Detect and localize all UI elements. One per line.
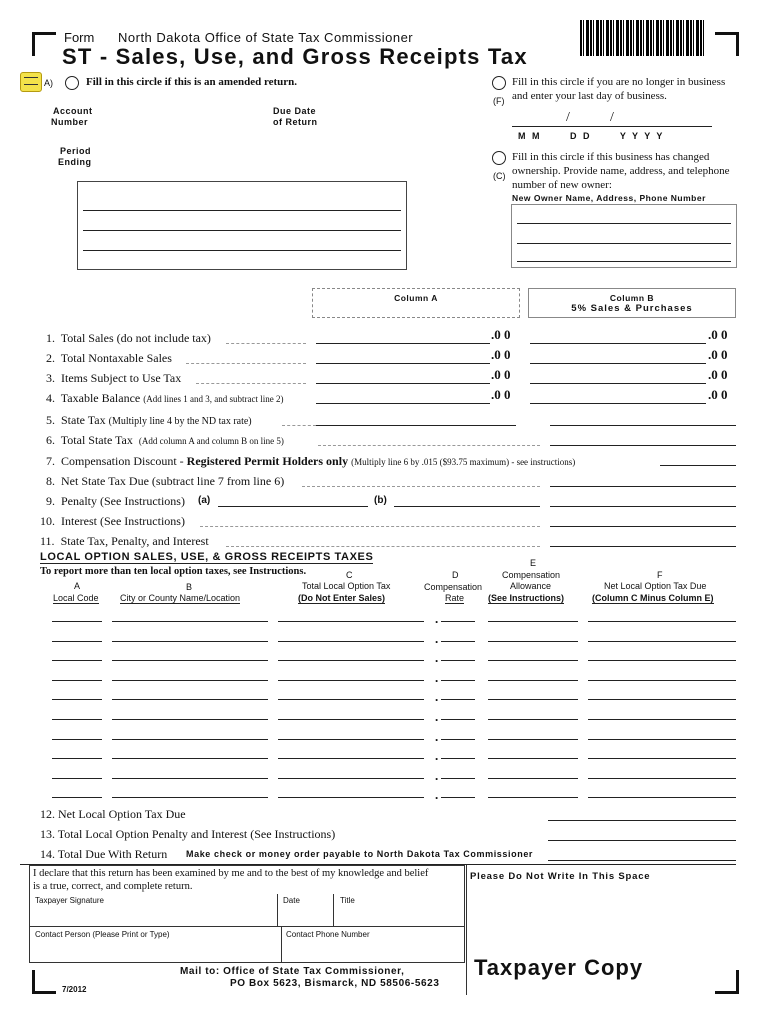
date-slash-2: / xyxy=(610,110,614,125)
net-local-tax-field[interactable] xyxy=(588,719,736,720)
location-field[interactable] xyxy=(112,680,268,681)
due-label-2: of Return xyxy=(273,117,318,127)
col-d-header-1: Compensation xyxy=(424,582,483,592)
note-icon[interactable] xyxy=(20,72,42,92)
line-1-col-b-cents: .0 0 xyxy=(708,327,728,342)
date-labels: M M D D Y Y Y Y xyxy=(518,131,663,141)
line-6-label: 6. Total State Tax (Add column A and column B on line 5) xyxy=(46,433,284,447)
line-1-col-b[interactable] xyxy=(530,343,706,344)
col-c-header-1: Total Local Option Tax xyxy=(302,581,391,591)
line-2-col-b[interactable] xyxy=(530,363,706,364)
net-local-tax-field[interactable] xyxy=(588,739,736,740)
phone-label: Contact Phone Number xyxy=(286,930,370,939)
line-3-col-a-cents: .0 0 xyxy=(491,367,511,382)
closed-text-2: and enter your last day of business. xyxy=(512,90,667,102)
local-code-field[interactable] xyxy=(52,699,102,700)
line-4-label: 4. Taxable Balance (Add lines 1 and 3, and subtract line 2) xyxy=(46,391,284,405)
location-field[interactable] xyxy=(112,719,268,720)
line-14-label: 14. Total Due With Return xyxy=(40,847,168,861)
ownership-marker: (C) xyxy=(493,171,506,181)
due-label-1: Due Date xyxy=(273,106,317,116)
office-use-area xyxy=(466,865,467,995)
ownership-text-3: number of new owner: xyxy=(512,179,612,191)
net-local-tax-field[interactable] xyxy=(588,758,736,759)
penalty-a-label: (a) xyxy=(198,495,211,506)
local-code-field[interactable] xyxy=(52,621,102,622)
line-2-col-b-cents: .0 0 xyxy=(708,347,728,362)
line-4-col-a-cents: .0 0 xyxy=(491,387,511,402)
closed-marker: (F) xyxy=(493,96,505,106)
line-5-label: 5. State Tax (Multiply line 4 by the ND tax rate) xyxy=(46,413,252,427)
col-a-header: Local Code xyxy=(53,593,99,603)
line-3-col-b-cents: .0 0 xyxy=(708,367,728,382)
local-tax-field[interactable] xyxy=(278,758,424,759)
line-10-total[interactable] xyxy=(550,526,736,527)
local-tax-field[interactable] xyxy=(278,680,424,681)
net-local-tax-field[interactable] xyxy=(588,797,736,798)
line-14-total[interactable] xyxy=(548,860,736,861)
line-6-total[interactable] xyxy=(550,445,736,446)
mail-address: PO Box 5623, Bismarck, ND 58506-5623 xyxy=(230,978,440,989)
amended-marker: A) xyxy=(44,78,53,88)
local-code-field[interactable] xyxy=(52,739,102,740)
local-code-field[interactable] xyxy=(52,758,102,759)
column-a-title: Column A xyxy=(394,293,438,303)
line-7-label: 7. Compensation Discount - Registered Permit Holders only (Multiply line 6 by .015 ($93.75 maximum) - see instructions) xyxy=(46,454,576,468)
closed-text-1: Fill in this circle if you are no longer in business xyxy=(512,76,726,88)
line-2-col-a[interactable] xyxy=(316,363,490,364)
local-tax-field[interactable] xyxy=(278,739,424,740)
local-code-field[interactable] xyxy=(52,680,102,681)
ownership-text-1: Fill in this circle if this business has changed xyxy=(512,151,710,163)
rate-decimal: . xyxy=(435,767,439,783)
col-e-header-3: (See Instructions) xyxy=(488,593,565,603)
rate-field[interactable] xyxy=(441,758,475,759)
location-field[interactable] xyxy=(112,778,268,779)
line-5-col-b[interactable] xyxy=(550,425,736,426)
rate-decimal: . xyxy=(435,611,439,626)
signature-label: Taxpayer Signature xyxy=(35,896,104,905)
allowance-field[interactable] xyxy=(488,739,578,740)
col-c-letter: C xyxy=(346,570,353,580)
column-a-header xyxy=(312,288,520,318)
column-b-subtitle: 5% Sales & Purchases xyxy=(571,303,693,314)
net-local-tax-field[interactable] xyxy=(588,699,736,700)
line-2-col-a-cents: .0 0 xyxy=(491,347,511,362)
corner-mark-top-left xyxy=(32,32,56,56)
line-13-label: 13. Total Local Option Penalty and Interest (See Instructions) xyxy=(40,827,336,841)
agency-name: North Dakota Office of State Tax Commissioner xyxy=(118,30,414,45)
line-1-label: 1. Total Sales (do not include tax) xyxy=(46,331,211,345)
allowance-field[interactable] xyxy=(488,680,578,681)
barcode xyxy=(580,20,705,56)
net-local-tax-field[interactable] xyxy=(588,660,736,661)
allowance-field[interactable] xyxy=(488,641,578,642)
taxpayer-copy-label: Taxpayer Copy xyxy=(474,955,644,980)
local-tax-field[interactable] xyxy=(278,797,424,798)
col-b-letter: B xyxy=(186,582,193,592)
no-write-label: Please Do Not Write In This Space xyxy=(470,871,651,882)
local-tax-field[interactable] xyxy=(278,719,424,720)
line-8-total[interactable] xyxy=(550,486,736,487)
rate-decimal: . xyxy=(435,709,439,724)
line-13-total[interactable] xyxy=(548,840,736,841)
location-field[interactable] xyxy=(112,660,268,661)
declaration-box xyxy=(29,865,465,963)
penalty-b-label: (b) xyxy=(374,495,387,506)
rate-decimal: . xyxy=(435,669,439,685)
line-4-col-a[interactable] xyxy=(316,403,490,404)
local-tax-field[interactable] xyxy=(278,778,424,779)
rate-decimal: . xyxy=(435,689,439,705)
rate-field[interactable] xyxy=(441,699,475,700)
local-option-heading: LOCAL OPTION SALES, USE, & GROSS RECEIPTS TAXES xyxy=(40,551,374,563)
ownership-circle[interactable] xyxy=(492,151,506,165)
local-option-instructions: To report more than ten local option taxes, see Instructions. xyxy=(40,566,307,577)
col-e-letter: E xyxy=(530,558,537,568)
location-field[interactable] xyxy=(112,758,268,759)
rate-field[interactable] xyxy=(441,641,475,642)
phone-field[interactable] xyxy=(282,926,464,962)
location-field[interactable] xyxy=(112,739,268,740)
period-label-2: Ending xyxy=(58,157,92,167)
contact-field[interactable] xyxy=(30,926,282,962)
rate-field[interactable] xyxy=(441,797,475,798)
rate-field[interactable] xyxy=(441,719,475,720)
title-field[interactable] xyxy=(334,894,464,926)
corner-mark-top-right xyxy=(715,32,739,56)
net-local-tax-field[interactable] xyxy=(588,680,736,681)
col-b-header: City or County Name/Location xyxy=(120,593,241,603)
local-tax-field[interactable] xyxy=(278,699,424,700)
line-8-label: 8. Net State Tax Due (subtract line 7 from line 6) xyxy=(46,474,285,488)
line-4-col-b[interactable] xyxy=(530,403,706,404)
line-11-label: 11. State Tax, Penalty, and Interest xyxy=(40,534,209,548)
rate-field[interactable] xyxy=(441,660,475,661)
corner-mark-bottom-left xyxy=(32,970,56,994)
line-7-total[interactable] xyxy=(660,465,736,466)
allowance-field[interactable] xyxy=(488,699,578,700)
line-5-col-a[interactable] xyxy=(316,425,516,426)
column-b-title: Column B xyxy=(609,293,655,303)
allowance-field[interactable] xyxy=(488,758,578,759)
line-2-label: 2. Total Nontaxable Sales xyxy=(46,351,172,365)
local-code-field[interactable] xyxy=(52,797,102,798)
col-c-header-2: (Do Not Enter Sales) xyxy=(298,593,386,603)
line-9-total[interactable] xyxy=(550,506,736,507)
rate-decimal: . xyxy=(435,728,439,744)
local-code-field[interactable] xyxy=(52,778,102,779)
line-3-col-a[interactable] xyxy=(316,383,490,384)
account-label-2: Number xyxy=(51,117,89,127)
account-label-1: Account xyxy=(53,106,93,116)
rate-field[interactable] xyxy=(441,680,475,681)
local-code-field[interactable] xyxy=(52,660,102,661)
location-field[interactable] xyxy=(112,699,268,700)
rate-decimal: . xyxy=(435,787,439,803)
date-label: Date xyxy=(283,896,300,905)
allowance-field[interactable] xyxy=(488,778,578,779)
declaration-line-1: I declare that this return has been examined by me and to the best of my knowledge and belief xyxy=(33,868,429,879)
line-10-label: 10. Interest (See Instructions) xyxy=(40,514,185,528)
allowance-field[interactable] xyxy=(488,660,578,661)
net-local-tax-field[interactable] xyxy=(588,778,736,779)
local-code-field[interactable] xyxy=(52,641,102,642)
local-tax-field[interactable] xyxy=(278,641,424,642)
contact-label: Contact Person (Please Print or Type) xyxy=(35,930,170,939)
col-d-letter: D xyxy=(452,570,459,580)
corner-mark-bottom-right xyxy=(715,970,739,994)
rate-decimal: . xyxy=(435,650,439,666)
col-f-header-1: Net Local Option Tax Due xyxy=(604,581,707,591)
rate-field[interactable] xyxy=(441,778,475,779)
period-label-1: Period xyxy=(60,146,92,156)
line-3-label: 3. Items Subject to Use Tax xyxy=(46,371,182,385)
local-tax-field[interactable] xyxy=(278,660,424,661)
allowance-field[interactable] xyxy=(488,621,578,622)
payable-note: Make check or money order payable to North Dakota Tax Commissioner xyxy=(186,849,534,859)
net-local-tax-field[interactable] xyxy=(588,641,736,642)
new-owner-box[interactable] xyxy=(511,204,737,268)
col-f-letter: F xyxy=(657,570,663,580)
ownership-text-2: ownership. Provide name, address, and telephone xyxy=(512,165,730,177)
penalty-a-field[interactable] xyxy=(218,506,368,507)
location-field[interactable] xyxy=(112,621,268,622)
mail-to: Mail to: Office of State Tax Commissioner, xyxy=(180,966,405,977)
taxpayer-address-box[interactable] xyxy=(77,181,407,270)
rate-field[interactable] xyxy=(441,739,475,740)
line-12-label: 12. Net Local Option Tax Due xyxy=(40,807,186,821)
col-d-header-2: Rate xyxy=(445,593,465,603)
new-owner-label: New Owner Name, Address, Phone Number xyxy=(512,193,706,203)
line-12-total[interactable] xyxy=(548,820,736,821)
signature-field[interactable] xyxy=(30,894,278,926)
amended-circle[interactable] xyxy=(65,76,79,90)
line-1-col-a-cents: .0 0 xyxy=(491,327,511,342)
line-11-total[interactable] xyxy=(550,546,736,547)
col-e-header-1: Compensation xyxy=(502,570,561,580)
col-e-header-2: Allowance xyxy=(510,581,552,591)
net-local-tax-field[interactable] xyxy=(588,621,736,622)
local-code-field[interactable] xyxy=(52,719,102,720)
date-field[interactable] xyxy=(278,894,334,926)
col-f-header-2: (Column C Minus Column E) xyxy=(592,593,714,603)
allowance-field[interactable] xyxy=(488,797,578,798)
column-b-header xyxy=(528,288,736,318)
line-4-col-b-cents: .0 0 xyxy=(708,387,728,402)
page-title: ST - Sales, Use, and Gross Receipts Tax xyxy=(62,44,528,69)
line-3-col-b[interactable] xyxy=(530,383,706,384)
closed-date-field[interactable] xyxy=(512,126,712,127)
local-tax-field[interactable] xyxy=(278,621,424,622)
location-field[interactable] xyxy=(112,641,268,642)
rate-field[interactable] xyxy=(441,621,475,622)
title-label: Title xyxy=(340,896,355,905)
form-version: 7/2012 xyxy=(62,985,87,994)
rate-decimal: . xyxy=(435,630,439,646)
col-a-letter: A xyxy=(74,581,81,591)
line-9-label: 9. Penalty (See Instructions) xyxy=(46,494,185,508)
allowance-field[interactable] xyxy=(488,719,578,720)
location-field[interactable] xyxy=(112,797,268,798)
rate-decimal: . xyxy=(435,748,439,764)
date-slash-1: / xyxy=(566,110,570,125)
closed-circle[interactable] xyxy=(492,76,506,90)
form-label: Form xyxy=(64,30,95,45)
penalty-b-field[interactable] xyxy=(394,506,540,507)
line-1-col-a[interactable] xyxy=(316,343,490,344)
amended-text: Fill in this circle if this is an amended return. xyxy=(86,76,298,88)
declaration-line-2: is a true, correct, and complete return. xyxy=(33,881,193,892)
